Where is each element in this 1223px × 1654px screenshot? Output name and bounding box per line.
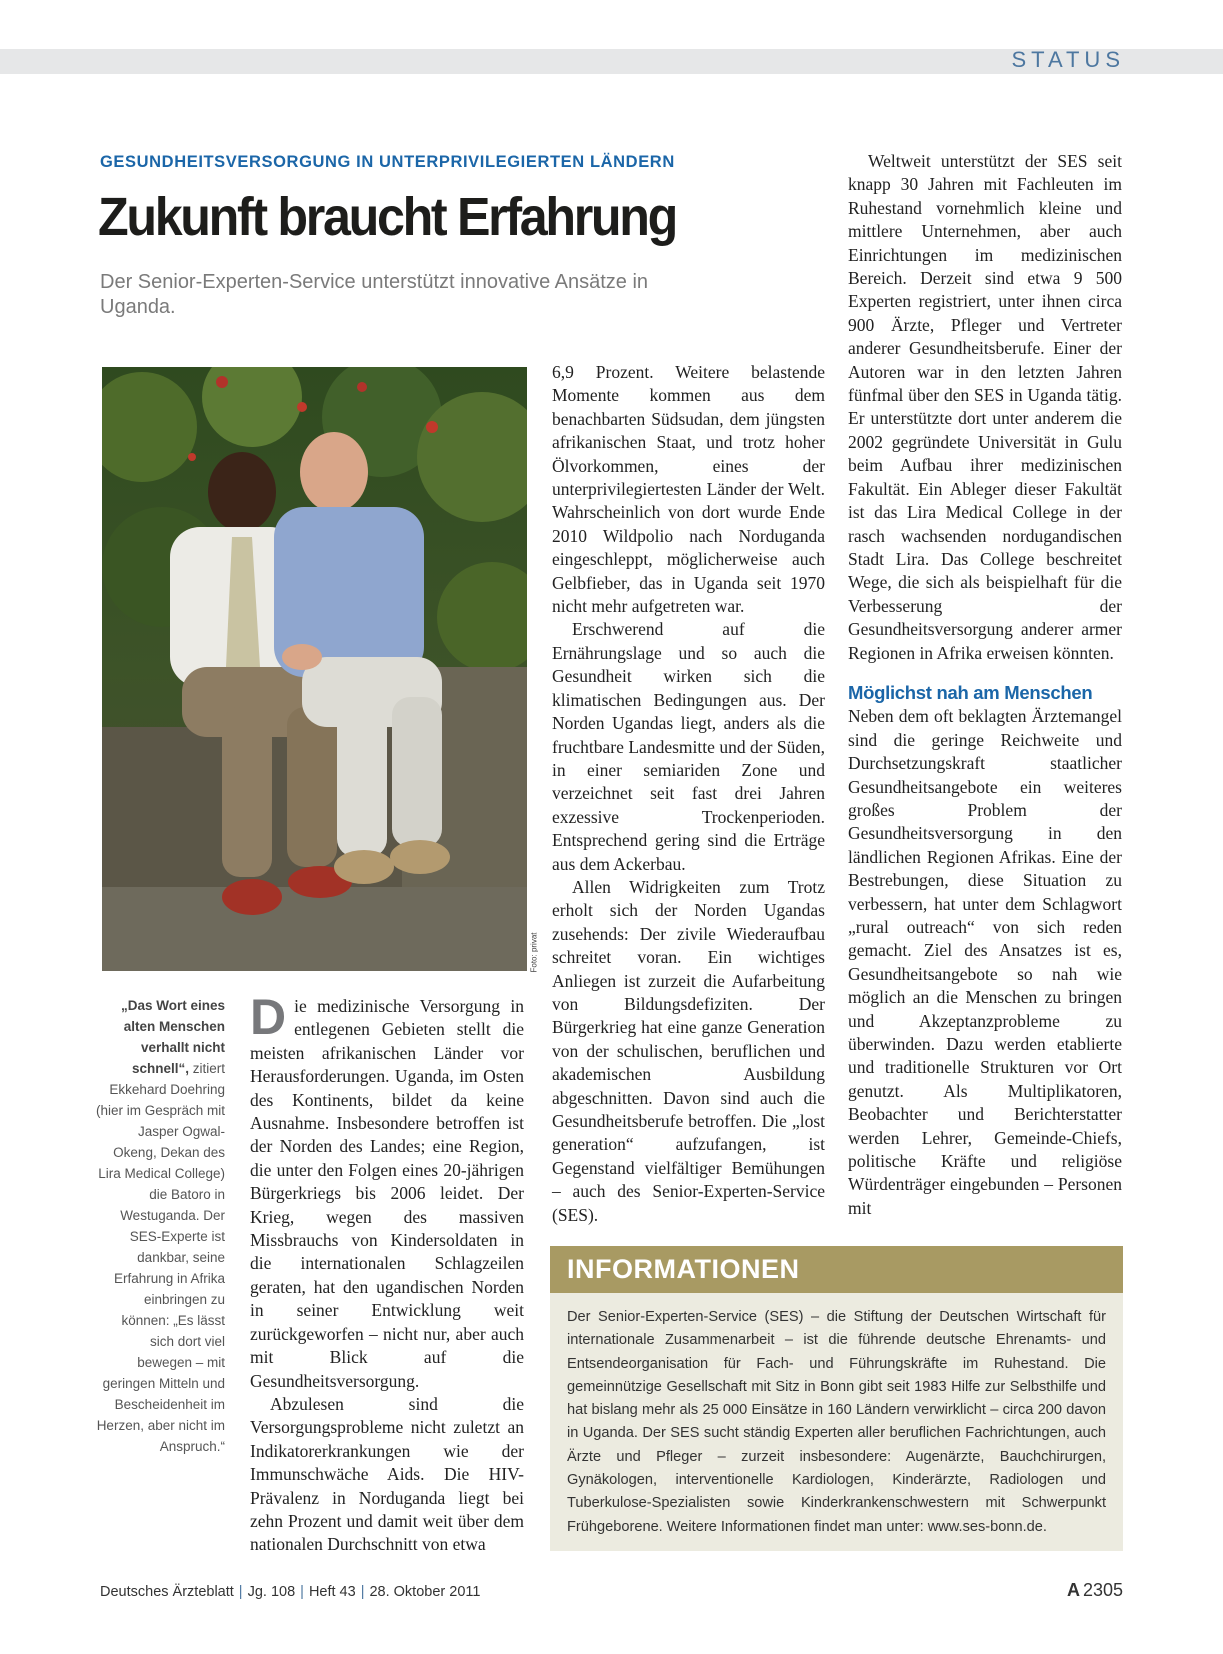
paragraph: Erschwerend auf die Ernährungslage und so auch die Gesundheit wirken sich die klimatischen Bedingungen aus. Der Norden Ugandas liegt, anders als die fruchtbare Landesmitte und der Süden, in einer semiariden Zone und verzeichnet seit fast drei Jahren exzessive Trockenperioden. Entsprechend gering sind die Erträge aus dem Ackerbau.: [552, 619, 825, 874]
page-number: A 2305: [1066, 1580, 1123, 1600]
separator: |: [300, 1584, 304, 1600]
caption-text: zitiert Ekkehard Doehring (hier im Gespräch mit Jasper Ogwal-Okeng, Dekan des Lira Medical College) die Batoro in Westuganda. Der SES-Experte ist dankbar, seine Erfahrung in Afrika einbringen zu können: „Es lässt sich dort viel bewegen – mit geringen Mitteln und Bescheidenheit im Herzen, aber nicht im Anspruch.“: [95, 1061, 225, 1454]
article-photo: [102, 367, 527, 971]
issue-date: 28. Oktober 2011: [369, 1584, 481, 1600]
journal-name: Deutsches Ärzteblatt: [100, 1584, 234, 1600]
paragraph: Allen Widrigkeiten zum Trotz erholt sich der Norden Ugandas zusehends: Der zivile Wiederaufbau schreitet voran. Ein wichtiges Anliegen ist zurzeit die Aufarbeitung von Bildungsdefiziten. Der Bürgerkrieg hat eine ganze Generation von der schulischen, beruflichen und akademischen Ausbildung abgeschnitten. Davon sind auch die Gesundheitsberufe betroffen. Die „lost generation“ aufzufangen, ist Gegenstand vielfältiger Bemühungen – auch des Senior-Experten-Service (SES).: [552, 876, 825, 1225]
section-subheading: Möglichst nah am Menschen: [848, 681, 1093, 703]
photo-caption: [95, 995, 225, 1457]
info-box-title: INFORMATIONEN: [550, 1246, 1123, 1293]
article-column-1: [250, 989, 524, 1557]
separator: |: [238, 1584, 243, 1600]
paragraph: Neben dem oft beklagten Ärztemangel sind die geringe Reichweite und Durchsetzungskraft staatlicher Gesundheitsangebote ein weiteres großes Problem der Gesundheitsversorgung in den ländlichen Regionen Afrikas. Eine der Bestrebungen, diese Situation zu verbessern, hat unter dem Schlagwort „rural outreach“ von sich reden gemacht. Ziel des Ansatzes ist es, Gesundheitsangebote so nah wie möglich an die Menschen zu bringen und Akzeptanzprobleme zu überwinden. Dazu werden etablierte und traditionelle Strukturen vor Ort genutzt. Als Multiplikatoren, Beobachter und Berichterstatter werden Lehrer, Gemeinde-Chiefs, politische Kräfte und religiöse Würdenträger eingebunden – Personen mit: [848, 706, 1122, 1218]
page-prefix: A: [1066, 1580, 1080, 1600]
article-title: Zukunft braucht Erfahrung: [98, 187, 676, 247]
volume: Jg. 108: [247, 1584, 296, 1600]
separator: |: [360, 1584, 365, 1600]
issue: Heft 43: [308, 1584, 356, 1600]
info-box: [550, 1246, 1123, 1551]
photo-credit: Foto: privat: [529, 932, 539, 973]
paragraph: 6,9 Prozent. Weitere belastende Momente kommen aus dem benachbarten Südsudan, dem jüngsten afrikanischen Staat, und trotz hoher Ölvorkommen, eines der unterprivilegiertesten Länder der Welt. Wahrscheinlich von dort wurde Ende 2010 Wildpolio nach Norduganda eingeschleppt, möglicherweise auch Gelbfieber, das in Uganda seit 1970 nicht mehr aufgetreten war.: [552, 362, 825, 617]
article-column-2: [552, 361, 825, 1227]
section-label: STATUS: [1011, 47, 1125, 72]
article-column-3: [848, 150, 1122, 1220]
footer: [100, 1584, 480, 1600]
paragraph: Abzulesen sind die Versorgungsprobleme nicht zuletzt an Indikatorerkrankungen wie der Immunschwäche Aids. Die HIV-Prävalenz in Norduganda liegt bei zehn Prozent und damit weit über dem nationalen Durchschnitt von etwa: [250, 1393, 524, 1555]
article-subtitle: Der Senior-Experten-Service unterstützt innovative Ansätze in Uganda.: [100, 271, 649, 318]
drop-cap: D: [250, 989, 287, 1045]
caption-quote: „Das Wort eines alten Menschen verhallt nicht schnell“,: [120, 998, 225, 1076]
info-box-text: Der Senior-Experten-Service (SES) – die Stiftung der Deutschen Wirtschaft für internationale Zusammenarbeit – ist die führende deutsche Ehrenamts- und Entsendeorganisation für Fach- und Führungskräfte im Ruhestand. Die gemeinnützige Gesellschaft mit Sitz in Bonn gibt seit 1983 Hilfe zur Selbsthilfe und hat bislang mehr als 25 000 Einsätze in 160 Ländern verwirklicht – circa 200 davon in Uganda. Der SES sucht ständig Experten aller beruflichen Fachrichtungen, auch Ärzte und Pfleger – zurzeit insbesondere: Augenärzte, Bauchchirurgen, Gynäkologen, interventionelle Kardiologen, Kinderärzte, Radiologen und Tuberkulose-Spezialisten sowie Kinderkrankenschwestern mit Schwerpunkt Frühgeborene. Weitere Informationen findet man unter: www.ses-bonn.de.: [567, 1309, 1106, 1535]
paragraph: Weltweit unterstützt der SES seit knapp 30 Jahren mit Fachleuten im Ruhestand vornehmlich kleine und mittlere Unternehmen, aber auch Einrichtungen im medizinischen Bereich. Derzeit sind etwa 9 500 Experten registriert, unter ihnen circa 900 Ärzte, Pfleger und Vertreter anderer Gesundheitsberufe. Einer der Autoren war in den letzten Jahren fünfmal über den SES in Uganda tätig. Er unterstützte dort unter anderem die 2002 gegründete Universität in Gulu beim Aufbau ihrer medizinischen Fakultät. Ein Ableger dieser Fakultät ist das Lira Medical College in der rasch wachsenden nordugandischen Stadt Lira. Das College beschreitet Wege, die sich als beispielhaft für die Verbesserung der Gesundheitsversorgung anderer armer Regionen in Afrika erweisen könnten.: [848, 151, 1122, 663]
paragraph: Die medizinische Versorgung in entlegenen Gebieten stellt die meisten afrikanischen Länder vor Herausforderungen. Uganda, im Osten des Kontinents, bildet da keine Ausnahme. Insbesondere betroffen ist der Norden des Landes; eine Region, die unter den Folgen eines 20-jährigen Bürgerkriegs bis 2006 leidet. Der Krieg, wegen des massiven Missbrauchs von Kindersoldaten in die internationalen Schlagzeilen geraten, hat den ugandischen Norden in seiner Entwicklung weit zurückgeworfen – nicht nur, aber auch mit Blick auf die Gesundheitsversorgung.: [250, 989, 524, 1391]
article-kicker: GESUNDHEITSVERSORGUNG IN UNTERPRIVILEGIERTEN LÄNDERN: [100, 153, 675, 171]
